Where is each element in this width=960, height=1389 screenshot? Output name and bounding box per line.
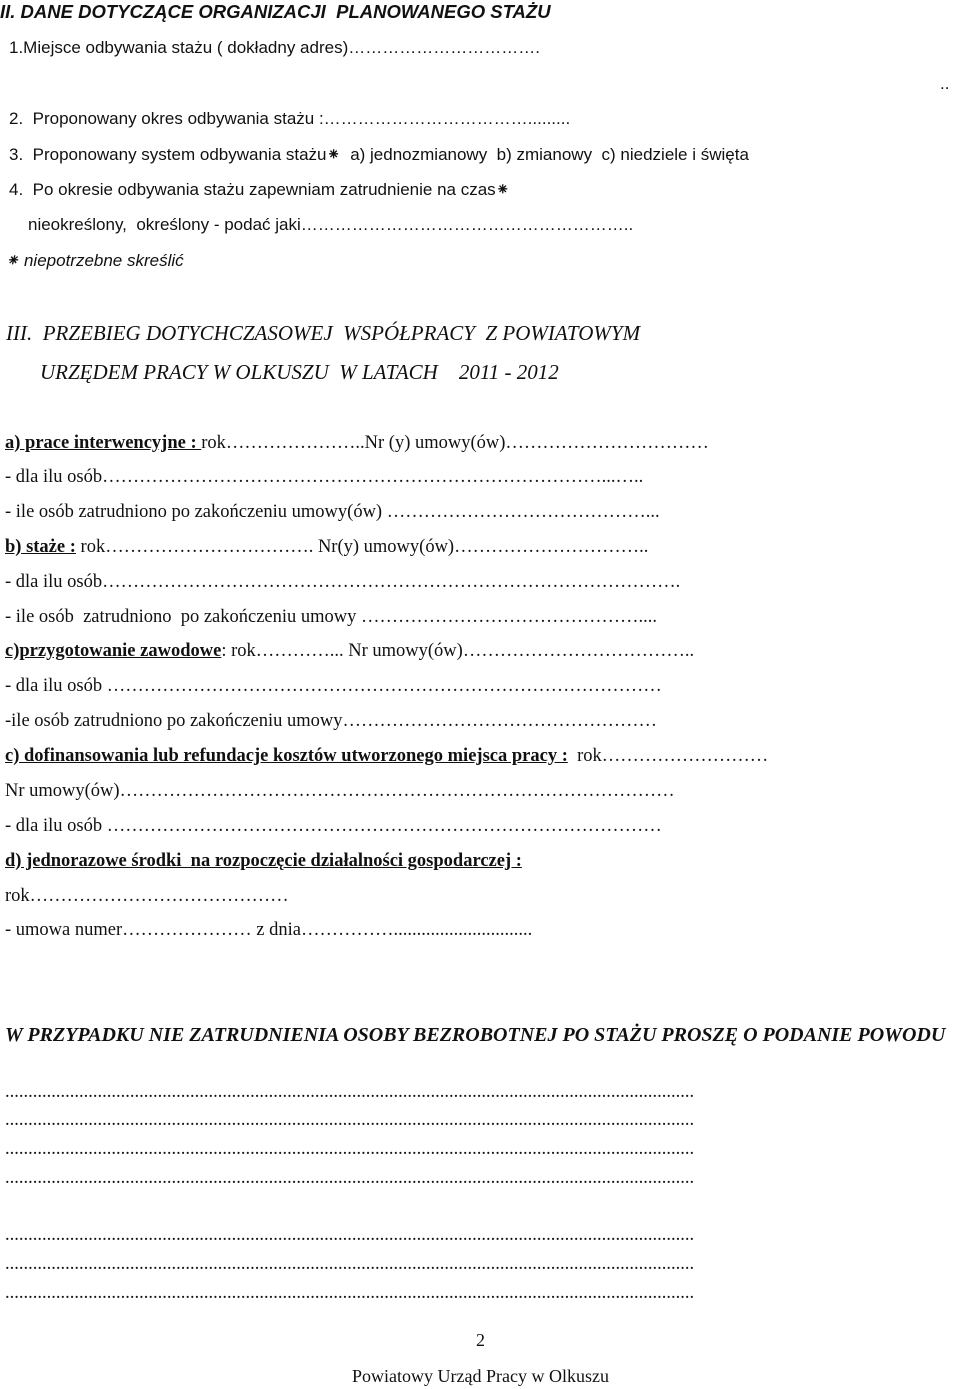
a-heading: a) prace interwencyjne : xyxy=(5,433,202,453)
item-3-system: 3. Proponowany system odbywania stażu⁕ a) jednozmianowy b) zmianowy c) niedziele i święta xyxy=(9,145,749,164)
c-line xyxy=(5,642,694,661)
item-1-address: 1.Miejsce odbywania stażu ( dokładny adres)……………………………. xyxy=(9,38,540,57)
item-4-employment: 4. Po okresie odbywania stażu zapewniam zatrudnienie na czas⁕ xyxy=(9,180,510,199)
page-number: 2 xyxy=(476,1330,485,1350)
c2-heading: c) dofinansowania lub refundacje kosztów utworzonego miejsca pracy : xyxy=(5,746,568,766)
item-4-continuation: nieokreślony, określony - podać jaki………………………………………………….. xyxy=(28,215,634,234)
reason-dotted-line: ..................................................................................................................................................... xyxy=(5,1225,695,1245)
d-rok: rok…………………………………… xyxy=(5,886,289,906)
footer-office: Powiatowy Urząd Pracy w Olkuszu xyxy=(352,1366,609,1386)
reason-dotted-line: ..................................................................................................................................................... xyxy=(5,1110,695,1130)
b-ile-zatrudniono: - ile osób zatrudniono po zakończeniu umowy ……………………………………….... xyxy=(5,607,658,627)
reason-heading: W PRZYPADKU NIE ZATRUDNIENIA OSOBY BEZROBOTNEJ PO STAŻU PROSZĘ O PODANIE POWODU xyxy=(5,1024,946,1046)
item-1-continuation: .. xyxy=(940,74,950,93)
c-dla-ilu-osob: - dla ilu osób ……………………………………………………………………………… xyxy=(5,676,662,696)
item-2-period: 2. Proponowany okres odbywania stażu :………………………………......... xyxy=(9,109,571,128)
c-heading: c)przygotowanie zawodowe xyxy=(5,641,222,661)
c2-line xyxy=(5,747,768,766)
reason-dotted-line: ..................................................................................................................................................... xyxy=(5,1254,695,1274)
c-rok-nr: : rok…………... Nr umowy(ów)……………………………….. xyxy=(221,641,695,661)
a-line xyxy=(5,434,709,453)
reason-dotted-line: ..................................................................................................................................................... xyxy=(5,1139,695,1159)
section-3-heading-line1: III. PRZEBIEG DOTYCHCZASOWEJ WSPÓŁPRACY Z POWIATOWYM xyxy=(6,321,641,345)
a-dla-ilu-osob: - dla ilu osób………………………………………………………………………...….. xyxy=(5,467,644,487)
section-2-heading: II. DANE DOTYCZĄCE ORGANIZACJI PLANOWANEGO STAŻU xyxy=(0,1,551,22)
section-3-heading-line2: URZĘDEM PRACY W OLKUSZU W LATACH 2011 - 2012 xyxy=(40,360,559,384)
c2-dla-ilu-osob: - dla ilu osób ……………………………………………………………………………… xyxy=(5,816,662,836)
reason-dotted-line: ..................................................................................................................................................... xyxy=(5,1168,695,1188)
d-umowa-numer: - umowa numer………………… z dnia…………….............................. xyxy=(5,920,533,940)
reason-dotted-line: ..................................................................................................................................................... xyxy=(5,1082,695,1102)
b-heading: b) staże : xyxy=(5,537,76,557)
d-heading: d) jednorazowe środki na rozpoczęcie działalności gospodarczej : xyxy=(5,851,522,871)
reason-dotted-line: ..................................................................................................................................................... xyxy=(5,1283,695,1303)
b-line xyxy=(5,538,648,557)
footnote-strike: ⁕ niepotrzebne skreślić xyxy=(5,251,184,270)
a-rok-nr: rok…………………..Nr (y) umowy(ów)…………………………… xyxy=(201,433,709,453)
c2-rok: rok……………………… xyxy=(567,746,769,766)
c2-nr-umowy: Nr umowy(ów)……………………………………………………………………………… xyxy=(5,781,675,801)
b-rok-nr: rok……………………………. Nr(y) umowy(ów)………………………….. xyxy=(75,537,649,557)
c-ile-zatrudniono: -ile osób zatrudniono po zakończeniu umowy…………………………………………… xyxy=(5,711,658,731)
a-ile-zatrudniono: - ile osób zatrudniono po zakończeniu umowy(ów) ……………………………………... xyxy=(5,502,660,522)
b-dla-ilu-osob: - dla ilu osób…………………………………………………………………………………. xyxy=(5,572,681,592)
